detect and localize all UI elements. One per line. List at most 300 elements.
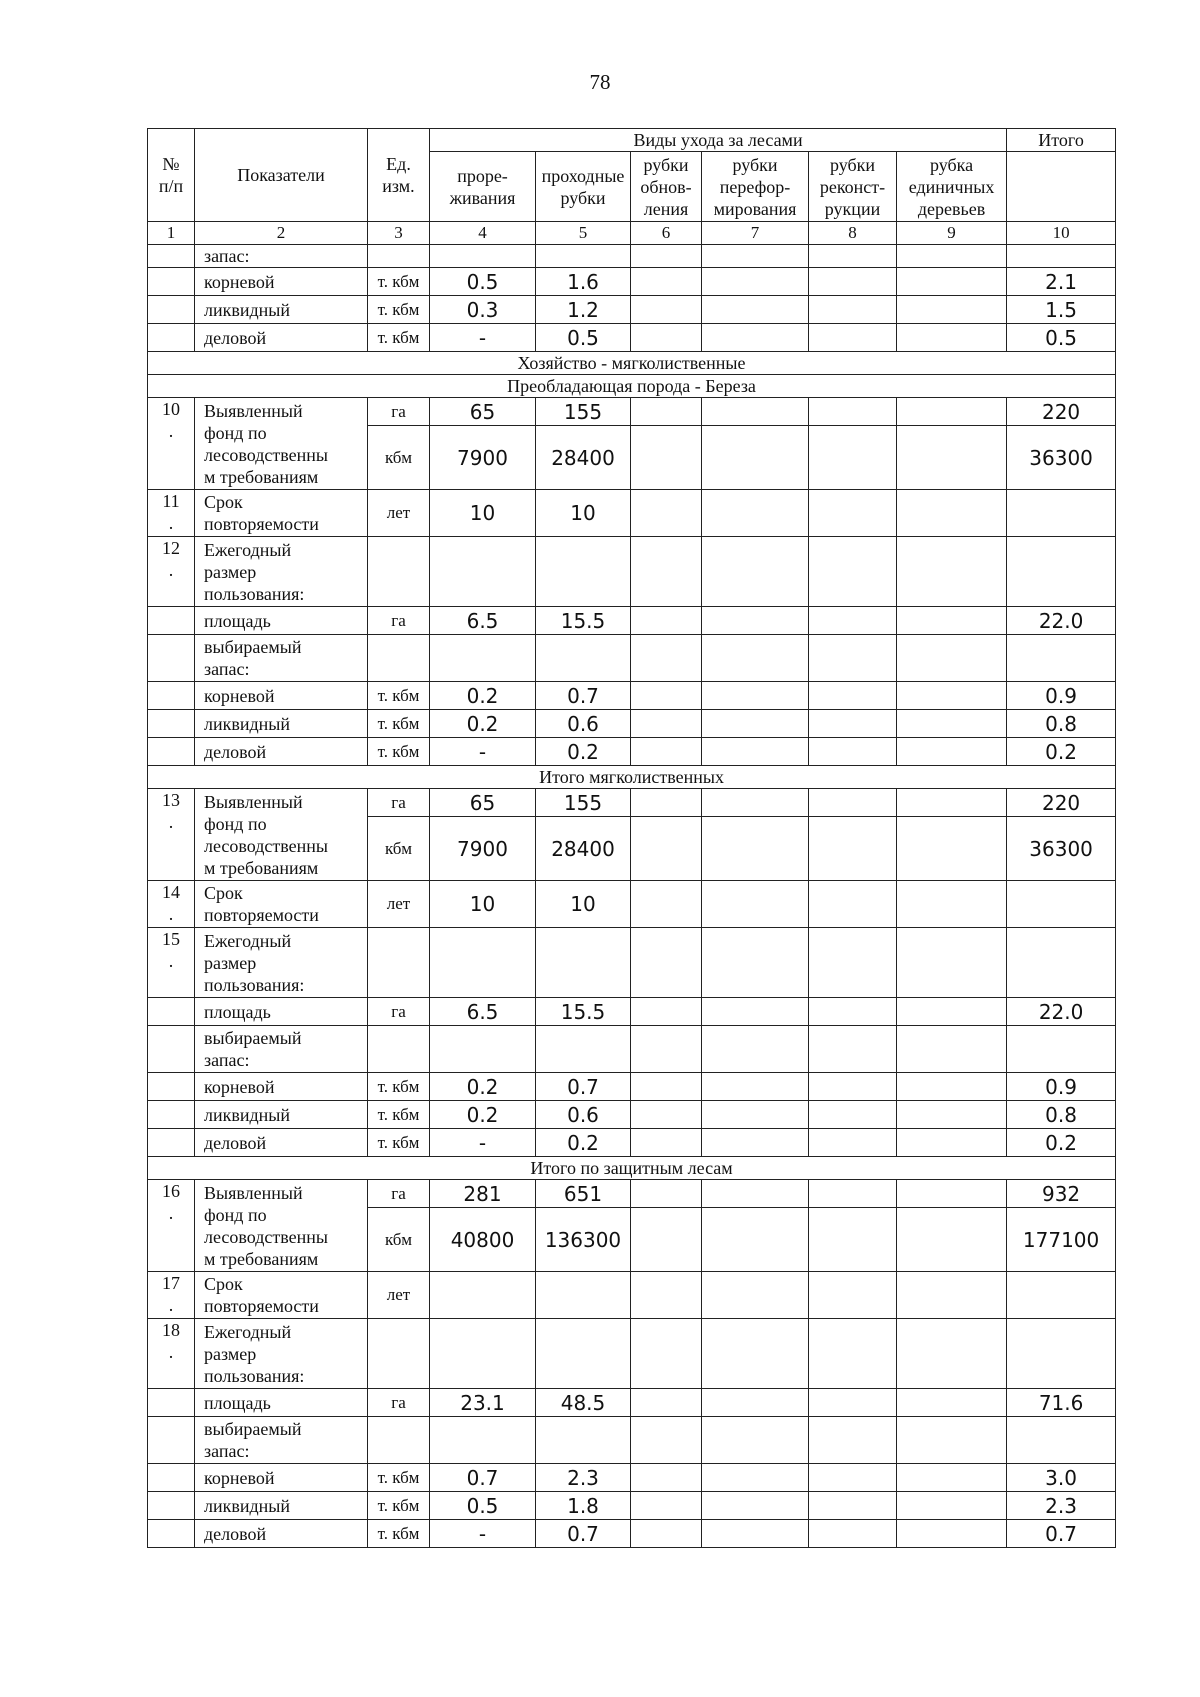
empty-cell bbox=[702, 1073, 809, 1101]
value-c4: 23.1 bbox=[430, 1389, 536, 1417]
row-number: 17 . bbox=[148, 1272, 195, 1319]
table-row bbox=[148, 1319, 1116, 1389]
table-row bbox=[148, 682, 1116, 710]
header-unit: Ед. изм. bbox=[368, 129, 430, 222]
value-c4: - bbox=[430, 1520, 536, 1548]
value-total: 220 bbox=[1007, 789, 1116, 817]
value-c5: 28400 bbox=[536, 817, 631, 881]
empty-cell bbox=[631, 998, 702, 1026]
header-c9: рубка единичных деревьев bbox=[897, 152, 1007, 222]
value-c5: 10 bbox=[536, 490, 631, 537]
value-c5: 10 bbox=[536, 881, 631, 928]
table-row bbox=[148, 268, 1116, 296]
value-c5: 0.6 bbox=[536, 710, 631, 738]
empty-cell bbox=[897, 998, 1007, 1026]
empty-cell bbox=[631, 490, 702, 537]
row-label: ликвидный bbox=[195, 296, 368, 324]
empty-cell bbox=[897, 537, 1007, 607]
table-row bbox=[148, 324, 1116, 352]
header-indicators: Показатели bbox=[195, 129, 368, 222]
empty-cell bbox=[702, 245, 809, 268]
empty-cell bbox=[702, 738, 809, 766]
empty-cell bbox=[536, 1319, 631, 1389]
empty-cell bbox=[430, 635, 536, 682]
column-number: 5 bbox=[536, 222, 631, 245]
value-total: 0.5 bbox=[1007, 324, 1116, 352]
empty-cell bbox=[702, 1417, 809, 1464]
empty-cell bbox=[809, 1389, 897, 1417]
empty-cell bbox=[1007, 635, 1116, 682]
empty-cell bbox=[702, 1129, 809, 1157]
value-total: 0.9 bbox=[1007, 1073, 1116, 1101]
empty-cell bbox=[631, 245, 702, 268]
empty-cell bbox=[702, 268, 809, 296]
value-c5: 0.7 bbox=[536, 1073, 631, 1101]
empty-cell bbox=[897, 324, 1007, 352]
empty-cell bbox=[809, 682, 897, 710]
value-c5: 2.3 bbox=[536, 1464, 631, 1492]
value-c5: 136300 bbox=[536, 1208, 631, 1272]
row-label: Выявленный фонд по лесоводственны м требованиям bbox=[195, 1180, 368, 1272]
value-total bbox=[1007, 881, 1116, 928]
row-unit: т. кбм bbox=[368, 1464, 430, 1492]
empty-cell bbox=[702, 928, 809, 998]
table-row bbox=[148, 1073, 1116, 1101]
column-number: 6 bbox=[631, 222, 702, 245]
row-label: Ежегодный размер пользования: bbox=[195, 928, 368, 998]
empty-cell bbox=[897, 1464, 1007, 1492]
row-number bbox=[148, 1026, 195, 1073]
empty-cell bbox=[897, 710, 1007, 738]
row-label: Ежегодный размер пользования: bbox=[195, 1319, 368, 1389]
empty-cell bbox=[702, 1026, 809, 1073]
table-row bbox=[148, 1272, 1116, 1319]
value-total: 22.0 bbox=[1007, 607, 1116, 635]
empty-cell bbox=[702, 1520, 809, 1548]
value-total: 0.8 bbox=[1007, 710, 1116, 738]
empty-cell bbox=[631, 789, 702, 817]
section-title: Хозяйство - мягколиственные bbox=[148, 352, 1116, 375]
row-number bbox=[148, 1464, 195, 1492]
row-unit: т. кбм bbox=[368, 738, 430, 766]
empty-cell bbox=[430, 1319, 536, 1389]
empty-cell bbox=[631, 268, 702, 296]
empty-cell bbox=[368, 635, 430, 682]
value-c4: 65 bbox=[430, 789, 536, 817]
header-total: Итого bbox=[1007, 129, 1116, 152]
value-c5: 651 bbox=[536, 1180, 631, 1208]
empty-cell bbox=[631, 817, 702, 881]
column-number: 2 bbox=[195, 222, 368, 245]
value-total: 0.7 bbox=[1007, 1520, 1116, 1548]
row-number bbox=[148, 738, 195, 766]
row-unit: т. кбм bbox=[368, 296, 430, 324]
table-row bbox=[148, 1464, 1116, 1492]
empty-cell bbox=[809, 296, 897, 324]
empty-cell bbox=[631, 296, 702, 324]
empty-cell bbox=[368, 1026, 430, 1073]
empty-cell bbox=[368, 1417, 430, 1464]
section-title: Итого по защитным лесам bbox=[148, 1157, 1116, 1180]
empty-cell bbox=[809, 881, 897, 928]
row-unit: т. кбм bbox=[368, 1073, 430, 1101]
row-number: 11 . bbox=[148, 490, 195, 537]
empty-cell bbox=[702, 607, 809, 635]
table-row bbox=[148, 1180, 1116, 1208]
value-total: 0.2 bbox=[1007, 1129, 1116, 1157]
row-unit: га bbox=[368, 1389, 430, 1417]
empty-cell bbox=[702, 398, 809, 426]
header-c6: рубки обнов- ления bbox=[631, 152, 702, 222]
row-label: корневой bbox=[195, 682, 368, 710]
row-label: ликвидный bbox=[195, 1101, 368, 1129]
row-number: 18 . bbox=[148, 1319, 195, 1389]
value-total: 2.3 bbox=[1007, 1492, 1116, 1520]
table-row bbox=[148, 537, 1116, 607]
empty-cell bbox=[536, 635, 631, 682]
empty-cell bbox=[702, 1180, 809, 1208]
table-row bbox=[148, 245, 1116, 268]
row-number bbox=[148, 1101, 195, 1129]
empty-cell bbox=[897, 738, 1007, 766]
empty-cell bbox=[897, 1319, 1007, 1389]
empty-cell bbox=[631, 1272, 702, 1319]
row-label: площадь bbox=[195, 1389, 368, 1417]
row-label: выбираемый запас: bbox=[195, 1417, 368, 1464]
row-label: ликвидный bbox=[195, 710, 368, 738]
row-number: 13 . bbox=[148, 789, 195, 881]
value-c4: 0.2 bbox=[430, 682, 536, 710]
row-unit: га bbox=[368, 398, 430, 426]
empty-cell bbox=[809, 1101, 897, 1129]
empty-cell bbox=[631, 1129, 702, 1157]
empty-cell bbox=[897, 1389, 1007, 1417]
empty-cell bbox=[809, 817, 897, 881]
section-title-row bbox=[148, 352, 1116, 375]
empty-cell bbox=[702, 1101, 809, 1129]
value-c5: 155 bbox=[536, 398, 631, 426]
row-unit: кбм bbox=[368, 426, 430, 490]
empty-cell bbox=[536, 245, 631, 268]
value-c4: 6.5 bbox=[430, 998, 536, 1026]
column-number: 7 bbox=[702, 222, 809, 245]
value-total: 3.0 bbox=[1007, 1464, 1116, 1492]
empty-cell bbox=[631, 1464, 702, 1492]
empty-cell bbox=[368, 245, 430, 268]
value-c5: 1.2 bbox=[536, 296, 631, 324]
empty-cell bbox=[809, 710, 897, 738]
empty-cell bbox=[631, 738, 702, 766]
row-number bbox=[148, 324, 195, 352]
row-number: 16 . bbox=[148, 1180, 195, 1272]
value-c4: 0.2 bbox=[430, 710, 536, 738]
row-unit: т. кбм bbox=[368, 268, 430, 296]
empty-cell bbox=[631, 324, 702, 352]
value-c4: 65 bbox=[430, 398, 536, 426]
empty-cell bbox=[702, 1272, 809, 1319]
empty-cell bbox=[897, 607, 1007, 635]
empty-cell bbox=[809, 398, 897, 426]
table-row bbox=[148, 490, 1116, 537]
empty-cell bbox=[897, 1492, 1007, 1520]
empty-cell bbox=[702, 324, 809, 352]
row-label: Срок повторяемости bbox=[195, 490, 368, 537]
value-c5: 0.2 bbox=[536, 738, 631, 766]
row-label: выбираемый запас: bbox=[195, 635, 368, 682]
empty-cell bbox=[897, 1026, 1007, 1073]
empty-cell bbox=[1007, 928, 1116, 998]
empty-cell bbox=[631, 607, 702, 635]
row-unit: т. кбм bbox=[368, 1101, 430, 1129]
row-label: Выявленный фонд по лесоводственны м требованиям bbox=[195, 398, 368, 490]
value-total bbox=[1007, 490, 1116, 537]
empty-cell bbox=[702, 789, 809, 817]
empty-cell bbox=[897, 1073, 1007, 1101]
value-total bbox=[1007, 1272, 1116, 1319]
empty-cell bbox=[1007, 537, 1116, 607]
empty-cell bbox=[430, 928, 536, 998]
empty-cell bbox=[809, 1208, 897, 1272]
row-label: корневой bbox=[195, 1464, 368, 1492]
column-numbers-row bbox=[148, 222, 1116, 245]
table-row bbox=[148, 1417, 1116, 1464]
empty-cell bbox=[368, 928, 430, 998]
row-number: 15 . bbox=[148, 928, 195, 998]
empty-cell bbox=[809, 1180, 897, 1208]
header-total-blank bbox=[1007, 152, 1116, 222]
row-number bbox=[148, 998, 195, 1026]
row-number bbox=[148, 1129, 195, 1157]
empty-cell bbox=[702, 490, 809, 537]
empty-cell bbox=[897, 426, 1007, 490]
empty-cell bbox=[809, 928, 897, 998]
value-c5: 155 bbox=[536, 789, 631, 817]
row-number bbox=[148, 296, 195, 324]
empty-cell bbox=[897, 296, 1007, 324]
empty-cell bbox=[1007, 245, 1116, 268]
value-c5: 0.5 bbox=[536, 324, 631, 352]
row-label: деловой bbox=[195, 1520, 368, 1548]
forest-care-table bbox=[147, 128, 1116, 1548]
value-c4: 10 bbox=[430, 881, 536, 928]
empty-cell bbox=[702, 817, 809, 881]
table-row bbox=[148, 1026, 1116, 1073]
empty-cell bbox=[897, 1520, 1007, 1548]
value-total: 0.2 bbox=[1007, 738, 1116, 766]
empty-cell bbox=[631, 426, 702, 490]
table-row bbox=[148, 738, 1116, 766]
empty-cell bbox=[1007, 1417, 1116, 1464]
empty-cell bbox=[631, 398, 702, 426]
empty-cell bbox=[536, 537, 631, 607]
empty-cell bbox=[897, 881, 1007, 928]
empty-cell bbox=[702, 537, 809, 607]
empty-cell bbox=[897, 789, 1007, 817]
empty-cell bbox=[702, 426, 809, 490]
empty-cell bbox=[702, 635, 809, 682]
value-total: 22.0 bbox=[1007, 998, 1116, 1026]
row-label: ликвидный bbox=[195, 1492, 368, 1520]
value-c4: 7900 bbox=[430, 817, 536, 881]
row-number bbox=[148, 1073, 195, 1101]
column-number: 1 bbox=[148, 222, 195, 245]
header-c7: рубки перефор- мирования bbox=[702, 152, 809, 222]
empty-cell bbox=[631, 1180, 702, 1208]
empty-cell bbox=[809, 245, 897, 268]
empty-cell bbox=[809, 998, 897, 1026]
empty-cell bbox=[809, 268, 897, 296]
row-label: площадь bbox=[195, 998, 368, 1026]
empty-cell bbox=[631, 881, 702, 928]
row-unit: лет bbox=[368, 490, 430, 537]
table-row bbox=[148, 998, 1116, 1026]
row-label: корневой bbox=[195, 268, 368, 296]
row-label: выбираемый запас: bbox=[195, 1026, 368, 1073]
value-c5: 48.5 bbox=[536, 1389, 631, 1417]
row-label: площадь bbox=[195, 607, 368, 635]
table-row bbox=[148, 296, 1116, 324]
value-c5: 0.7 bbox=[536, 682, 631, 710]
value-total: 220 bbox=[1007, 398, 1116, 426]
empty-cell bbox=[631, 1417, 702, 1464]
empty-cell bbox=[702, 682, 809, 710]
empty-cell bbox=[702, 1319, 809, 1389]
empty-cell bbox=[809, 1272, 897, 1319]
empty-cell bbox=[631, 1319, 702, 1389]
row-number: 12 . bbox=[148, 537, 195, 607]
empty-cell bbox=[897, 1208, 1007, 1272]
empty-cell bbox=[897, 245, 1007, 268]
row-label: деловой bbox=[195, 1129, 368, 1157]
table-row bbox=[148, 928, 1116, 998]
empty-cell bbox=[1007, 1319, 1116, 1389]
value-c5: 0.2 bbox=[536, 1129, 631, 1157]
empty-cell bbox=[809, 490, 897, 537]
value-c4: - bbox=[430, 1129, 536, 1157]
row-number: 10 . bbox=[148, 398, 195, 490]
value-c4: 6.5 bbox=[430, 607, 536, 635]
row-unit: лет bbox=[368, 881, 430, 928]
header-c4: прорe- живания bbox=[430, 152, 536, 222]
empty-cell bbox=[430, 537, 536, 607]
section-title: Итого мягколиственных bbox=[148, 766, 1116, 789]
table-row bbox=[148, 1492, 1116, 1520]
row-number: 14 . bbox=[148, 881, 195, 928]
row-unit: т. кбм bbox=[368, 1492, 430, 1520]
value-total: 2.1 bbox=[1007, 268, 1116, 296]
row-label: деловой bbox=[195, 738, 368, 766]
row-number bbox=[148, 1417, 195, 1464]
row-unit: т. кбм bbox=[368, 710, 430, 738]
empty-cell bbox=[897, 1129, 1007, 1157]
table-row bbox=[148, 710, 1116, 738]
header-group: Виды ухода за лесами bbox=[430, 129, 1007, 152]
value-total: 0.9 bbox=[1007, 682, 1116, 710]
empty-cell bbox=[368, 1319, 430, 1389]
empty-cell bbox=[809, 1464, 897, 1492]
value-c5: 15.5 bbox=[536, 998, 631, 1026]
column-number: 3 bbox=[368, 222, 430, 245]
empty-cell bbox=[536, 1417, 631, 1464]
row-label: Срок повторяемости bbox=[195, 881, 368, 928]
empty-cell bbox=[702, 998, 809, 1026]
row-unit: га bbox=[368, 998, 430, 1026]
value-total: 932 bbox=[1007, 1180, 1116, 1208]
row-unit: га bbox=[368, 789, 430, 817]
value-c5: 1.6 bbox=[536, 268, 631, 296]
empty-cell bbox=[631, 1520, 702, 1548]
table-row bbox=[148, 789, 1116, 817]
empty-cell bbox=[631, 1208, 702, 1272]
column-number: 10 bbox=[1007, 222, 1116, 245]
empty-cell bbox=[809, 324, 897, 352]
empty-cell bbox=[702, 1208, 809, 1272]
empty-cell bbox=[631, 1026, 702, 1073]
empty-cell bbox=[631, 635, 702, 682]
page-number: 78 bbox=[589, 70, 611, 94]
value-total: 0.8 bbox=[1007, 1101, 1116, 1129]
table-row bbox=[148, 1129, 1116, 1157]
table-row bbox=[148, 607, 1116, 635]
value-c5: 28400 bbox=[536, 426, 631, 490]
empty-cell bbox=[809, 426, 897, 490]
empty-cell bbox=[430, 1026, 536, 1073]
empty-cell bbox=[702, 1389, 809, 1417]
row-unit: кбм bbox=[368, 1208, 430, 1272]
row-label: Выявленный фонд по лесоводственны м требованиям bbox=[195, 789, 368, 881]
table-row bbox=[148, 1101, 1116, 1129]
row-unit: кбм bbox=[368, 817, 430, 881]
empty-cell bbox=[631, 928, 702, 998]
empty-cell bbox=[809, 537, 897, 607]
empty-cell bbox=[631, 1101, 702, 1129]
empty-cell bbox=[702, 296, 809, 324]
row-label: деловой bbox=[195, 324, 368, 352]
row-number bbox=[148, 607, 195, 635]
empty-cell bbox=[702, 881, 809, 928]
row-unit: т. кбм bbox=[368, 682, 430, 710]
empty-cell bbox=[897, 398, 1007, 426]
table-row bbox=[148, 1389, 1116, 1417]
empty-cell bbox=[809, 738, 897, 766]
empty-cell bbox=[809, 635, 897, 682]
empty-cell bbox=[809, 607, 897, 635]
section-title-row bbox=[148, 1157, 1116, 1180]
value-c5: 1.8 bbox=[536, 1492, 631, 1520]
empty-cell bbox=[897, 268, 1007, 296]
row-label: Ежегодный размер пользования: bbox=[195, 537, 368, 607]
empty-cell bbox=[702, 1464, 809, 1492]
empty-cell bbox=[809, 1026, 897, 1073]
value-total: 36300 bbox=[1007, 817, 1116, 881]
value-c4: 0.2 bbox=[430, 1073, 536, 1101]
empty-cell bbox=[809, 1520, 897, 1548]
empty-cell bbox=[1007, 1026, 1116, 1073]
value-c4: 10 bbox=[430, 490, 536, 537]
header-c8: рубки реконст- рукции bbox=[809, 152, 897, 222]
row-unit: га bbox=[368, 1180, 430, 1208]
header-c5: проходные рубки bbox=[536, 152, 631, 222]
value-c4 bbox=[430, 1272, 536, 1319]
row-unit: т. кбм bbox=[368, 1129, 430, 1157]
row-unit: лет bbox=[368, 1272, 430, 1319]
empty-cell bbox=[897, 1272, 1007, 1319]
table-row bbox=[148, 635, 1116, 682]
value-total: 177100 bbox=[1007, 1208, 1116, 1272]
value-c4: 0.2 bbox=[430, 1101, 536, 1129]
empty-cell bbox=[809, 1492, 897, 1520]
value-c4: 0.7 bbox=[430, 1464, 536, 1492]
